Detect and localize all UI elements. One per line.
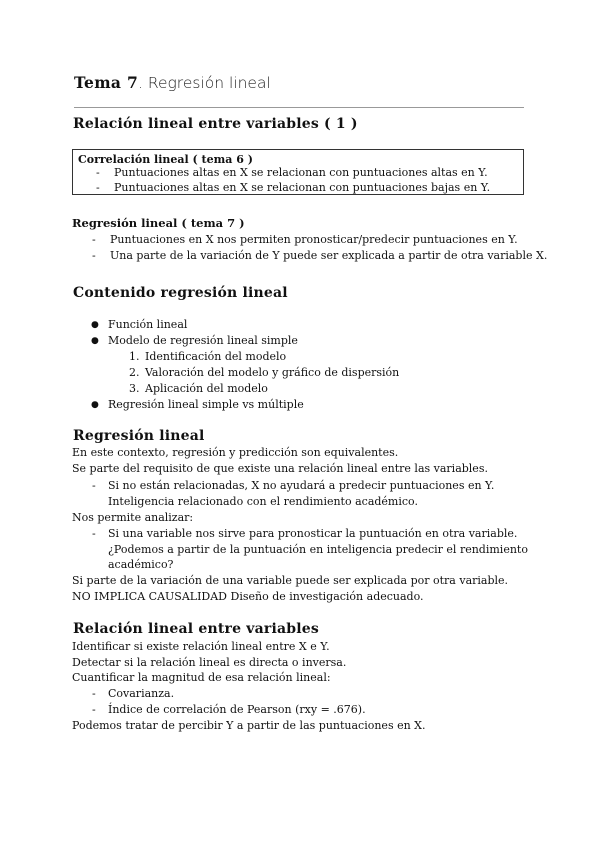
regresion-d1a: Si no están relacionadas, X no ayudará a predecir puntuaciones en Y. <box>108 479 495 492</box>
dash-marker: - <box>92 479 96 492</box>
title-topic: Tema 7 <box>74 73 139 92</box>
numbered-marker-2: 2. <box>129 366 140 379</box>
regresion-d1b: Inteligencia relacionado con el rendimiento académico. <box>108 495 418 508</box>
section2-heading: Contenido regresión lineal <box>73 285 288 301</box>
correlacion-item-2: Puntuaciones altas en X se relacionan con puntuaciones bajas en Y. <box>114 181 491 194</box>
regresion-d2c: académico? <box>108 558 174 571</box>
correlacion-item-1: Puntuaciones altas en X se relacionan con puntuaciones altas en Y. <box>114 166 488 179</box>
relacion-p1: Identificar si existe relación lineal entre X e Y. <box>72 640 330 653</box>
contenido-bullet-3: Regresión lineal simple vs múltiple <box>108 398 304 411</box>
bullet-marker: ● <box>91 336 99 346</box>
dash-marker: - <box>92 249 96 262</box>
contenido-bullet-1: Función lineal <box>108 318 188 331</box>
page-title <box>74 73 271 92</box>
title-subject: . Regresión lineal <box>138 74 271 92</box>
regresion-d2b: ¿Podemos a partir de la puntuación en inteligencia predecir el rendimiento <box>108 543 528 556</box>
contenido-bullet-2: Modelo de regresión lineal simple <box>108 334 298 347</box>
correlacion-heading: Correlación lineal ( tema 6 ) <box>78 153 253 166</box>
section4-heading: Relación lineal entre variables <box>73 621 319 637</box>
title-divider <box>74 107 524 108</box>
regresion-p2: Se parte del requisito de que existe una relación lineal entre las variables. <box>72 462 488 475</box>
bullet-marker: ● <box>91 400 99 410</box>
dash-marker: - <box>92 233 96 246</box>
regresion-d2a: Si una variable nos sirve para pronosticar la puntuación en otra variable. <box>108 527 518 540</box>
dash-marker: - <box>92 703 96 716</box>
regresion-p5: NO IMPLICA CAUSALIDAD Diseño de investigación adecuado. <box>72 590 424 603</box>
dash-marker: - <box>92 527 96 540</box>
contenido-numbered-3: Aplicación del modelo <box>145 382 268 395</box>
regresion-p1: En este contexto, regresión y predicción son equivalentes. <box>72 446 399 459</box>
relacion-p4: Podemos tratar de percibir Y a partir de las puntuaciones en X. <box>72 719 426 732</box>
numbered-marker-1: 1. <box>129 350 140 363</box>
section3-heading: Regresión lineal <box>73 428 205 444</box>
dash-marker: - <box>96 181 100 194</box>
regresion-p3: Nos permite analizar: <box>72 511 194 524</box>
contenido-numbered-1: Identificación del modelo <box>145 350 287 363</box>
regresion-p4: Si parte de la variación de una variable puede ser explicada por otra variable. <box>72 574 509 587</box>
bullet-marker: ● <box>91 320 99 330</box>
regresion-tema7-heading: Regresión lineal ( tema 7 ) <box>72 216 245 230</box>
relacion-d1: Covarianza. <box>108 687 175 700</box>
section1-heading: Relación lineal entre variables ( 1 ) <box>73 116 358 132</box>
numbered-marker-3: 3. <box>129 382 140 395</box>
regresion-item-1: Puntuaciones en X nos permiten pronosticar/predecir puntuaciones en Y. <box>110 233 518 246</box>
regresion-item-2: Una parte de la variación de Y puede ser explicada a partir de otra variable X. <box>110 249 548 262</box>
dash-marker: - <box>96 166 100 179</box>
relacion-p3: Cuantificar la magnitud de esa relación lineal: <box>72 671 331 684</box>
contenido-numbered-2: Valoración del modelo y gráfico de dispersión <box>145 366 400 379</box>
relacion-p2: Detectar si la relación lineal es directa o inversa. <box>72 656 347 669</box>
dash-marker: - <box>92 687 96 700</box>
relacion-d2: Índice de correlación de Pearson (rxy = .676). <box>108 703 366 716</box>
